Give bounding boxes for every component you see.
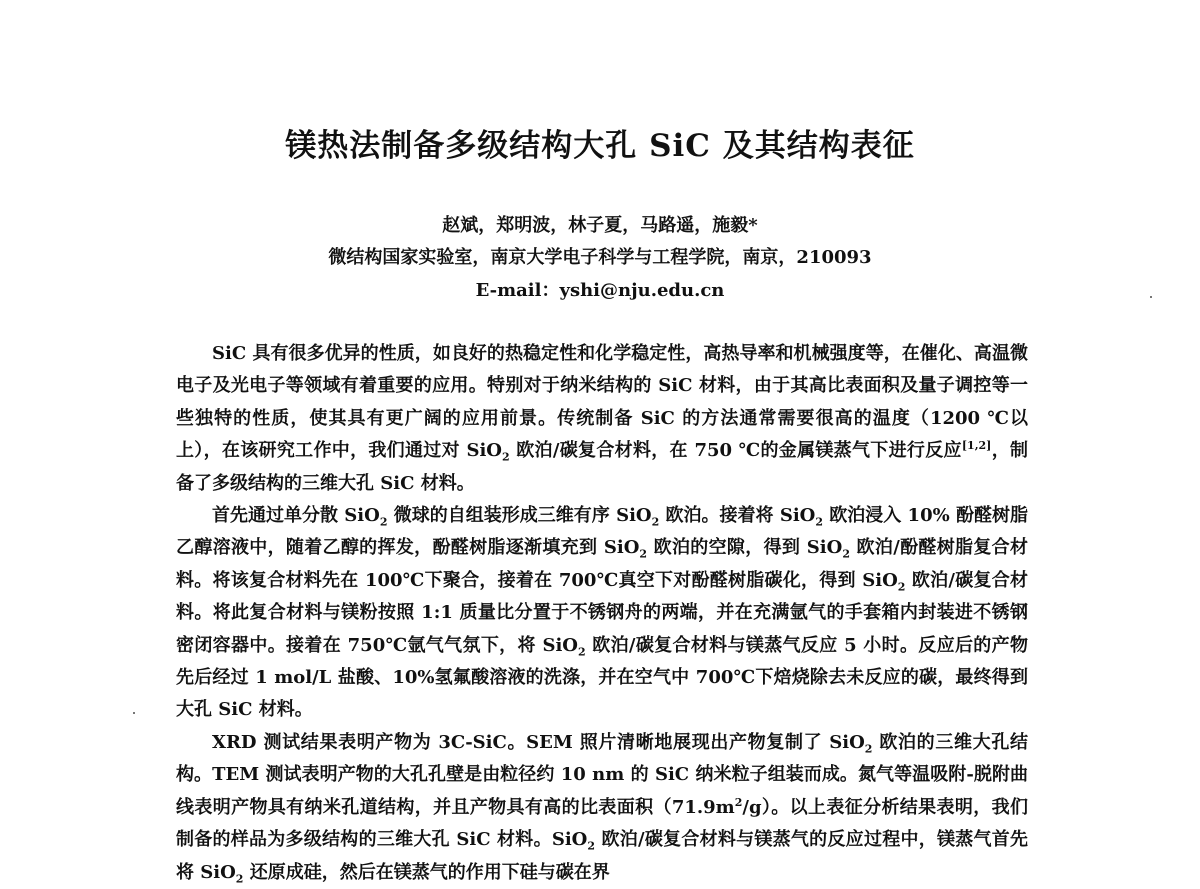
contact-email: E-mail：yshi@nju.edu.cn bbox=[475, 280, 725, 301]
author-affiliation: 微结构国家实验室，南京大学电子科学与工程学院，南京，210093 bbox=[328, 247, 872, 268]
paragraph-intro: SiC 具有很多优异的性质，如良好的热稳定性和化学稳定性，高热导率和机械强度等，在催化、高温微电子及光电子等领域有着重要的应用。特别对于纳米结构的 SiC 材料，由于其高比表面积及量子调控等一些独特的性质，使其具有更广阔的应用前景。传统制备 SiC 的方法通常需要很高的温度（1200 ℃以上），在该研究工作中，我们通过对 SiO$_2$ 欧泊/碳复合材料，在 750 ℃的金属镁蒸气下进行反应[1,2]，制备了多级结构的三维大孔 SiC 材料。 bbox=[176, 343, 1029, 494]
citation-reference: [1,2] bbox=[961, 439, 992, 453]
paper-title: 镁热法制备多级结构大孔 SiC 及其结构表征 bbox=[285, 128, 915, 164]
paragraph-method: 首先通过单分散 SiO$_2$ 微球的自组装形成三维有序 SiO$_2$ 欧泊。接着将 SiO$_2$ 欧泊浸入 10% 酚醛树脂乙醇溶液中，随着乙醇的挥发，酚醛树脂逐渐填充到 SiO$_2$ 欧泊的空隙，得到 SiO$_2$ 欧泊/酚醛树脂复合材料。将该复合材料先在 100℃下聚合，接着在 700℃真空下对酚醛树脂碳化，得到 SiO$_2$ 欧泊/碳复合材料。将此复合材料与镁粉按照 1:1 质量比分置于不锈钢舟的两端，并在充满氩气的手套箱内封装进不锈钢密闭容器中。接着在 750℃氩气气氛下，将 SiO$_2$ 欧泊/碳复合材料与镁蒸气反应 5 小时。反应后的产物先后经过 1 mol/L 盐酸、10%氢氟酸溶液的洗涤，并在空气中 700℃下焙烧除去未反应的碳，最终得到大孔 SiC 材料。 bbox=[176, 505, 1028, 721]
abstract-body bbox=[176, 338, 1028, 889]
paragraph-results: XRD 测试结果表明产物为 3C-SiC。SEM 照片清晰地展现出产物复制了 SiO$_2$ 欧泊的三维大孔结构。TEM 测试表明产物的大孔孔壁是由粒径约 10 nm 的 SiC 纳米粒子组装而成。氮气等温吸附-脱附曲线表明产物具有纳米孔道结构，并且产物具有高的比表面积（71.9m$^2$/g）。以上表征分析结果表明，我们制备的样品为多级结构的三维大孔 SiC 材料。SiO$_2$ 欧泊/碳复合材料与镁蒸气的反应过程中，镁蒸气首先将 SiO$_2$ 还原成硅，然后在镁蒸气的作用下硅与碳在界 bbox=[176, 731, 1028, 886]
author-list: 赵斌，郑明波，林子夏，马路遥，施毅* bbox=[442, 215, 758, 236]
scan-speck bbox=[1150, 296, 1152, 298]
scan-speck bbox=[133, 712, 135, 714]
